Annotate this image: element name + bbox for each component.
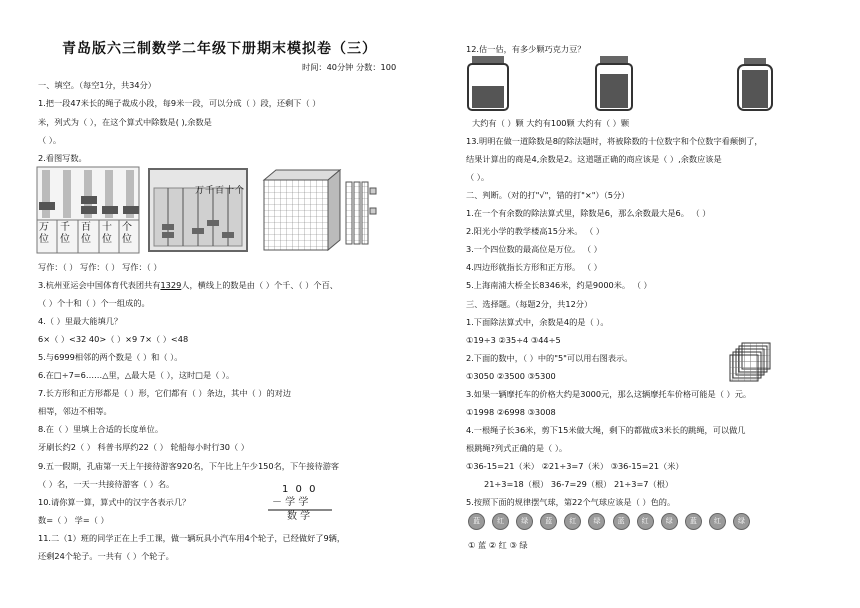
choice-3-options: ①1998 ②6998 ③3008: [466, 407, 556, 417]
page-title: 青岛版六三制数学二年级下册期末模拟卷（三）: [62, 41, 377, 57]
abacus-image: [148, 168, 248, 252]
section-2-heading: 二、判断。（对的打"√"，错的打"×"）（5分）: [466, 190, 630, 200]
q1-line3: （ ）。: [38, 135, 62, 145]
q10-heading: 10.请你算一算，算式中的汉字各表示几？: [38, 497, 191, 507]
choice-5: 5.按照下面的规律摆气球，第22个气球应该是（ ）色的。: [466, 497, 676, 507]
q1-line2: 米，列式为（ ），在这个算式中除数是( ),余数是: [38, 117, 212, 127]
jar-image: [466, 56, 510, 112]
q2-heading: 2.看图写数。: [38, 153, 87, 163]
q9-line2: （ ）名，一天一共接待游客（ ）名。: [38, 479, 175, 489]
balloon: 蓝: [613, 513, 630, 530]
balloon: 绿: [661, 513, 678, 530]
abacus-header-label: 万千百十个: [195, 186, 246, 196]
choice-5-options: ① 蓝 ② 红 ③ 绿: [468, 540, 528, 550]
choice-2: 2.下面的数中，（ ）中的"5"可以用右图表示。: [466, 353, 633, 363]
q4-heading: 4.（ ）里最大能填几？: [38, 316, 123, 326]
balloon: 绿: [516, 513, 533, 530]
q13-line1: 13.明明在做一道除数是8的除法题时，将被除数的十位数字和个位数字看颠倒了，: [466, 136, 763, 146]
jar-image: [594, 56, 634, 112]
vertical-middle: － 学 学: [272, 497, 309, 508]
balloon-row: [468, 513, 752, 531]
place-label: 千位: [60, 222, 70, 245]
section-1-heading: 一、填空。（每空1分，共34分）: [38, 80, 156, 90]
q7-line2: 相等，邻边不相等。: [38, 406, 112, 416]
balloon: 蓝: [685, 513, 702, 530]
q3-line2: （ ）个十和（ ）个一组成的。: [38, 298, 150, 308]
choice-1-options: ①19÷3 ②35÷4 ③44÷5: [466, 335, 561, 345]
q8-items: 牙刷长约2（ ） 科普书厚约22（ ） 轮船每小时行30（ ）: [38, 442, 249, 452]
q5: 5.与6999相邻的两个数是（ ）和（ ）。: [38, 352, 183, 362]
place-label: 十位: [102, 222, 112, 245]
balloon: 红: [709, 513, 726, 530]
q4-items: 6×（ ）<32 40>（ ）×9 7×（ ）<48: [38, 334, 189, 344]
jar-image: [736, 58, 774, 112]
q11-line2: 还剩24个轮子。一共有（ ）个轮子。: [38, 551, 174, 561]
q9-line1: 9.五一假期，孔庙第一天上午接待游客920名，下午比上午少150名，下午接待游客: [38, 461, 340, 471]
exam-meta: 时间：40分钟 分数：100: [302, 62, 397, 72]
q13-line2: 结果计算出的商是4,余数是2。这道题正确的商应该是（ ）,余数应该是: [466, 154, 722, 164]
section-3-heading: 三、选择题。（每题2分，共12分）: [466, 299, 593, 309]
vertical-bottom: 数 学: [287, 511, 311, 522]
judge-1: 1.在一个有余数的除法算式里，除数是6，那么余数最大是6。 （ ）: [466, 208, 711, 218]
q12-heading: 12.估一估，有多少颗巧克力豆？: [466, 44, 586, 54]
q6: 6.在□÷7=6……△里，△最大是（ ），这时□是（ ）。: [38, 370, 235, 380]
balloon: 红: [492, 513, 509, 530]
judge-5: 5.上海南浦大桥全长8346米，约是9000米。 （ ）: [466, 280, 652, 290]
place-label: 万位: [39, 222, 49, 245]
choice-1: 1.下面除法算式中，余数是4的是（ ）。: [466, 317, 609, 327]
choice-4-line1: 4.一根绳子长36米，剪下15米做大绳，剩下的都做成3米长的跳绳，可以做几: [466, 425, 746, 435]
q12-answers: 大约有（ ）颗 大约有100颗 大约有（ ）颗: [472, 118, 630, 128]
balloon: 蓝: [540, 513, 557, 530]
vertical-top: 1 0 0: [282, 484, 318, 495]
choice-3: 3.如果一辆摩托车的价格大约是3000元，那么这辆摩托车价格可能是（ ）元。: [466, 389, 752, 399]
balloon: 红: [564, 513, 581, 530]
q3-line1: 3.杭州亚运会中国体育代表团共有1329人，横线上的数是由（ ）个千、（ ）个百、: [38, 280, 338, 290]
q7-line1: 7.长方形和正方形都是（ ）形，它们都有（ ）条边，其中（ ）的对边: [38, 388, 292, 398]
balloon: 绿: [733, 513, 750, 530]
choice-4-options-row1: ①36-15=21（米） ②21÷3=7（米） ③36-15=21（米）: [466, 461, 684, 471]
choice-4-options-row2: 21÷3=18（根） 36-7=29（根） 21÷3=7（根）: [484, 479, 674, 489]
q10-answers: 数=（ ） 学=（ ）: [38, 515, 109, 525]
q1-line1: 1.把一段47米长的绳子裁成小段，每9米一段，可以分成（ ）段，还剩下（ ）: [38, 98, 321, 108]
balloon: 红: [637, 513, 654, 530]
q13-line3: （ ）。: [466, 172, 490, 182]
underlined-number: 1329: [160, 280, 182, 290]
choice-4-line2: 根跳绳?列式正确的是（ ）。: [466, 443, 568, 453]
q8-heading: 8.在（ ）里填上合适的长度单位。: [38, 424, 164, 434]
balloon: 蓝: [468, 513, 485, 530]
judge-2: 2.阳光小学的教学楼高15分米。 （ ）: [466, 226, 605, 236]
choice-2-options: ①3050 ②3500 ③5300: [466, 371, 556, 381]
judge-4: 4.四边形就指长方形和正方形。 （ ）: [466, 262, 602, 272]
place-label: 个位: [122, 222, 132, 245]
balloon: 绿: [588, 513, 605, 530]
judge-3: 3.一个四位数的最高位是万位。 （ ）: [466, 244, 602, 254]
q2-write-answers: 写作：（ ） 写作：（ ） 写作：（ ）: [38, 262, 162, 272]
hundred-blocks-image: [732, 343, 776, 381]
q11-line1: 11.二（1）班的同学正在上手工课，做一辆玩具小汽车用4个轮子，已经做好了9辆，: [38, 533, 346, 543]
base-ten-blocks-image: [262, 168, 380, 252]
place-label: 百位: [81, 222, 91, 245]
